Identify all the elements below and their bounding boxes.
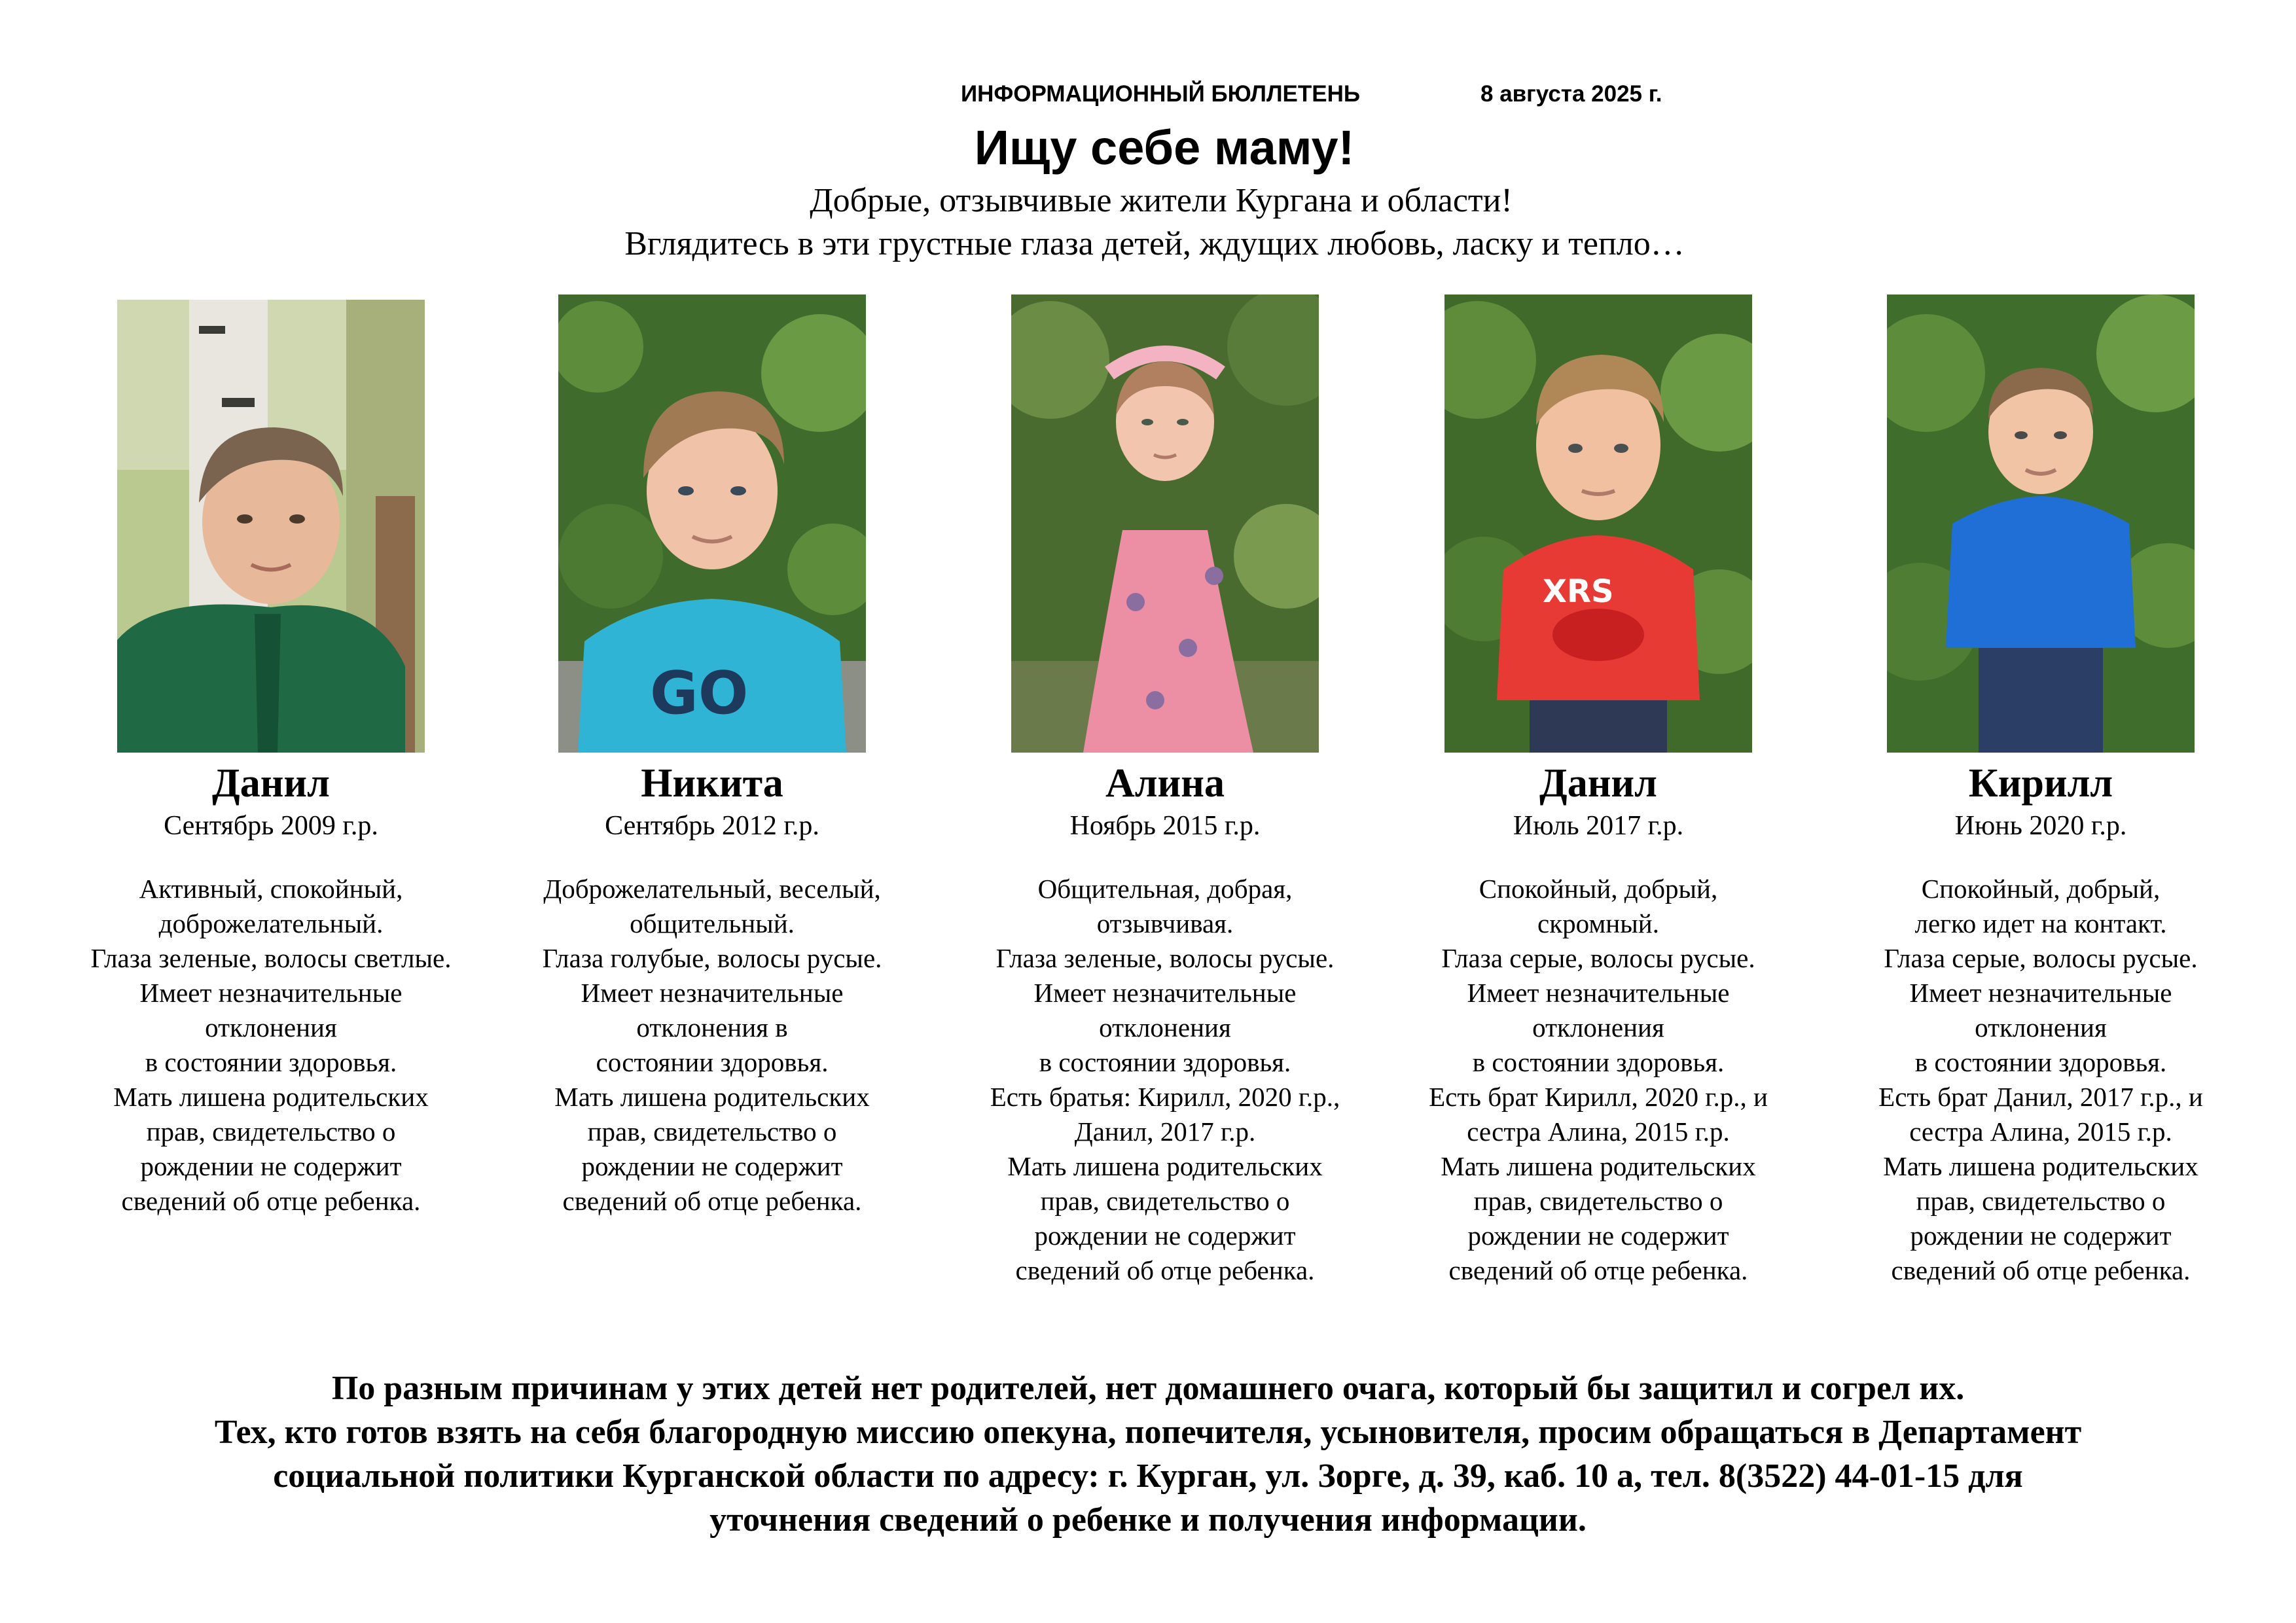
svg-text:GO: GO: [650, 659, 749, 728]
svg-text:XRS: XRS: [1543, 573, 1614, 610]
bulletin-header: [0, 79, 2296, 118]
description-line: легко идет на контакт.: [1914, 908, 2167, 938]
description-line: прав, свидетельство о: [146, 1116, 396, 1147]
child-card-2: [496, 294, 928, 1219]
bulletin-date: 8 августа 2025 г.: [1480, 81, 1662, 107]
child-description: [949, 872, 1381, 1288]
description-line: рождении не содержит: [1034, 1221, 1296, 1251]
child-birth: Сентябрь 2012 г.р.: [605, 811, 819, 841]
description-line: Спокойный, добрый,: [1479, 874, 1718, 904]
child-name: Данил: [212, 761, 330, 806]
child-photo: [1011, 294, 1319, 753]
description-line: Есть братья: Кирилл, 2020 г.р.,: [990, 1082, 1340, 1112]
description-line: рождении не содержит: [581, 1151, 843, 1181]
description-line: Имеет незначительные: [581, 978, 844, 1008]
description-line: в состоянии здоровья.: [1472, 1047, 1725, 1077]
child-photo: [1444, 294, 1752, 753]
description-line: рождении не содержит: [1467, 1221, 1729, 1251]
description-line: Активный, спокойный,: [139, 874, 403, 904]
child-photo: [1887, 294, 2195, 753]
description-line: отклонения: [205, 1012, 337, 1043]
description-line: отклонения в: [636, 1012, 788, 1043]
description-line: Имеет незначительные: [1467, 978, 1730, 1008]
child-card-3: [949, 294, 1381, 1288]
description-line: рождении не содержит: [140, 1151, 402, 1181]
description-line: отклонения: [1975, 1012, 2107, 1043]
description-line: общительный.: [630, 908, 795, 938]
description-line: Есть брат Кирилл, 2020 г.р., и: [1429, 1082, 1768, 1112]
description-line: Глаза голубые, волосы русые.: [542, 943, 882, 973]
page-title: Ищу себе маму!: [974, 120, 1355, 175]
child-birth: Июнь 2020 г.р.: [1954, 811, 2127, 841]
description-line: сведений об отце ребенка.: [1448, 1255, 1748, 1285]
description-line: состоянии здоровья.: [596, 1047, 829, 1077]
child-card-4: [1382, 294, 1814, 1288]
description-line: в состоянии здоровья.: [145, 1047, 397, 1077]
child-photo: [117, 300, 425, 753]
child-photo: [558, 294, 866, 753]
description-line: рождении не содержит: [1910, 1221, 2172, 1251]
description-line: Мать лишена родительских: [1007, 1151, 1323, 1181]
description-line: прав, свидетельство о: [1916, 1186, 2166, 1216]
description-line: Глаза зеленые, волосы светлые.: [90, 943, 452, 973]
child-description: [496, 872, 928, 1219]
description-line: в состоянии здоровья.: [1039, 1047, 1291, 1077]
footer-line: социальной политики Курганской области по адресу: г. Курган, ул. Зорге, д. 39, каб. 10 а, тел. 8(3522) 44-01-15 для: [273, 1457, 2023, 1495]
description-line: сведений об отце ребенка.: [1891, 1255, 2191, 1285]
child-description: [1382, 872, 1814, 1288]
description-line: прав, свидетельство о: [1473, 1186, 1723, 1216]
child-birth: Июль 2017 г.р.: [1513, 811, 1684, 841]
footer-line: Тех, кто готов взять на себя благородную миссию опекуна, попечителя, усыновителя, просим обращаться в Департамент: [214, 1414, 2082, 1451]
description-line: Общительная, добрая,: [1037, 874, 1293, 904]
description-line: доброжелательный.: [158, 908, 384, 938]
description-line: отклонения: [1099, 1012, 1231, 1043]
bulletin-label: ИНФОРМАЦИОННЫЙ БЮЛЛЕТЕНЬ: [961, 81, 1361, 107]
description-line: Имеет незначительные: [1033, 978, 1297, 1008]
description-line: Мать лишена родительских: [1441, 1151, 1756, 1181]
child-description: [1825, 872, 2257, 1288]
description-line: Данил, 2017 г.р.: [1074, 1116, 1256, 1147]
description-line: Мать лишена родительских: [113, 1082, 429, 1112]
description-line: сестра Алина, 2015 г.р.: [1467, 1116, 1730, 1147]
description-line: сведений об отце ребенка.: [562, 1186, 862, 1216]
child-name: Данил: [1539, 761, 1657, 806]
description-line: Глаза зеленые, волосы русые.: [996, 943, 1335, 973]
description-line: прав, свидетельство о: [587, 1116, 837, 1147]
description-line: Мать лишена родительских: [1883, 1151, 2198, 1181]
child-birth: Ноябрь 2015 г.р.: [1069, 811, 1261, 841]
child-name: Никита: [641, 761, 783, 806]
footer-line: По разным причинам у этих детей нет родителей, нет домашнего очага, который бы защитил и согрел их.: [331, 1370, 1965, 1407]
description-line: сведений об отце ребенка.: [121, 1186, 421, 1216]
description-line: Глаза серые, волосы русые.: [1441, 943, 1755, 973]
child-card-1: [55, 294, 487, 1219]
description-line: Есть брат Данил, 2017 г.р., и: [1878, 1082, 2203, 1112]
description-line: Имеет незначительные: [139, 978, 403, 1008]
child-birth: Сентябрь 2009 г.р.: [164, 811, 378, 841]
footer-appeal: [0, 1366, 2296, 1542]
child-card-5: [1825, 294, 2257, 1288]
description-line: Глаза серые, волосы русые.: [1884, 943, 2198, 973]
description-line: в состоянии здоровья.: [1914, 1047, 2167, 1077]
description-line: прав, свидетельство о: [1040, 1186, 1290, 1216]
child-description: [55, 872, 487, 1219]
subtitle-line-1: Добрые, отзывчивые жители Кургана и области!: [810, 182, 1513, 219]
description-line: сведений об отце ребенка.: [1015, 1255, 1315, 1285]
description-line: Имеет незначительные: [1909, 978, 2172, 1008]
description-line: сестра Алина, 2015 г.р.: [1909, 1116, 2172, 1147]
description-line: скромный.: [1537, 908, 1659, 938]
description-line: отклонения: [1532, 1012, 1664, 1043]
footer-line: уточнения сведений о ребенке и получения информации.: [709, 1501, 1587, 1539]
child-name: Алина: [1105, 761, 1225, 806]
description-line: Спокойный, добрый,: [1921, 874, 2161, 904]
description-line: отзывчивая.: [1096, 908, 1234, 938]
child-name: Кирилл: [1968, 761, 2113, 806]
description-line: Доброжелательный, веселый,: [543, 874, 881, 904]
subtitle-line-2: Вглядитесь в эти грустные глаза детей, ждущих любовь, ласку и тепло…: [624, 225, 1685, 262]
description-line: Мать лишена родительских: [554, 1082, 870, 1112]
